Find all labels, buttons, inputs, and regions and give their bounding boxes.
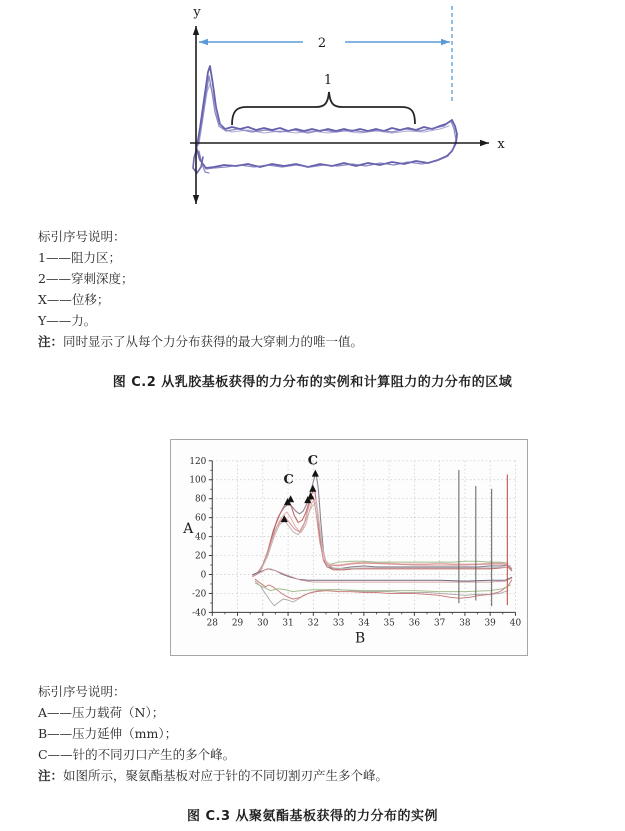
svg-text:60: 60 bbox=[194, 513, 207, 524]
legend-item: 2——穿刺深度； bbox=[38, 271, 134, 286]
peak-marker bbox=[309, 485, 316, 492]
legend-item: A——压力载荷（N）； bbox=[38, 705, 165, 720]
series-return-flat-dark bbox=[253, 569, 512, 581]
svg-text:C: C bbox=[307, 453, 318, 469]
figure-c2-legend bbox=[38, 226, 595, 352]
svg-text:29: 29 bbox=[231, 618, 244, 629]
figure-c3-legend bbox=[38, 681, 595, 786]
series-puncture-curve-4 bbox=[253, 497, 511, 577]
figure-c3-caption: 图 C.3 从聚氨酯基板获得的力分布的实例 bbox=[186, 809, 439, 824]
svg-text:-20: -20 bbox=[191, 589, 207, 600]
legend-item: 1——阻力区； bbox=[38, 250, 121, 265]
svg-text:B: B bbox=[354, 630, 366, 647]
svg-text:37: 37 bbox=[433, 618, 446, 629]
note-line bbox=[38, 765, 595, 786]
legend-item: B——压力延伸（mm）； bbox=[38, 726, 178, 741]
note-label: 注： bbox=[38, 768, 64, 783]
svg-text:28: 28 bbox=[206, 618, 218, 629]
svg-text:y: y bbox=[193, 5, 201, 20]
legend-item: C——针的不同刃口产生的多个峰。 bbox=[38, 747, 236, 762]
note-text: 如图所示，聚氨酯基板对应于针的不同切割刃产生多个峰。 bbox=[63, 768, 389, 783]
legend-title: 标引序号说明： bbox=[38, 684, 126, 699]
svg-text:A: A bbox=[183, 520, 194, 537]
brace-1 bbox=[232, 92, 415, 125]
svg-text:31: 31 bbox=[282, 618, 294, 629]
svg-text:100: 100 bbox=[189, 475, 207, 486]
svg-text:20: 20 bbox=[194, 551, 207, 562]
svg-text:80: 80 bbox=[194, 494, 207, 505]
svg-text:x: x bbox=[497, 137, 505, 152]
peak-marker bbox=[312, 470, 319, 477]
legend-title: 标引序号说明： bbox=[38, 229, 126, 244]
svg-text:33: 33 bbox=[332, 618, 345, 629]
series-latex-loop-stroke-3 bbox=[199, 84, 449, 144]
svg-text:30: 30 bbox=[257, 618, 269, 629]
svg-text:1: 1 bbox=[323, 73, 333, 88]
legend-item: Y——力。 bbox=[38, 313, 97, 328]
svg-text:2: 2 bbox=[317, 36, 327, 51]
series-latex-loop-stroke-2 bbox=[198, 76, 456, 169]
svg-text:34: 34 bbox=[358, 618, 370, 629]
figure-c3-frame bbox=[170, 439, 528, 656]
note-line bbox=[38, 331, 595, 352]
note-text: 同时显示了从每个力分布获得的最大穿刺力的唯一值。 bbox=[63, 334, 364, 349]
note-label: 注： bbox=[38, 334, 64, 349]
legend-item: X——位移； bbox=[38, 292, 110, 307]
svg-text:32: 32 bbox=[307, 618, 320, 629]
figure-c3-plot bbox=[171, 440, 527, 655]
svg-text:39: 39 bbox=[484, 618, 496, 629]
svg-text:C: C bbox=[283, 472, 294, 488]
svg-text:120: 120 bbox=[189, 456, 207, 467]
svg-text:-40: -40 bbox=[191, 608, 207, 619]
svg-text:40: 40 bbox=[194, 532, 207, 543]
figure-c2-caption: 图 C.2 从乳胶基板获得的力分布的实例和计算阻力的力分布的区域 bbox=[112, 375, 513, 390]
svg-text:36: 36 bbox=[408, 618, 421, 629]
figure-c2-plot bbox=[0, 0, 625, 218]
series-return-green bbox=[255, 583, 510, 592]
svg-text:0: 0 bbox=[200, 570, 207, 581]
svg-text:40: 40 bbox=[509, 618, 522, 629]
svg-text:35: 35 bbox=[383, 618, 395, 629]
svg-text:38: 38 bbox=[459, 618, 471, 629]
